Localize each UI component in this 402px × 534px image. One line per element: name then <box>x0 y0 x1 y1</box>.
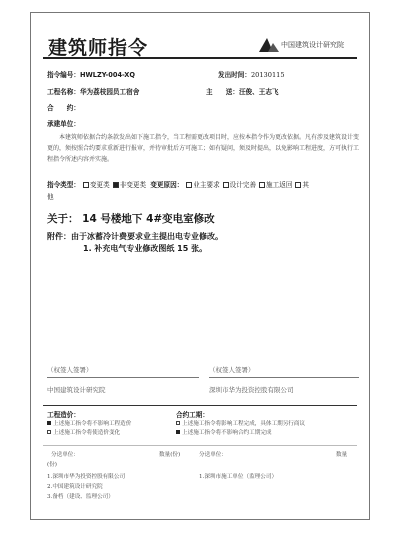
empty-box-icon <box>176 421 180 425</box>
project-name: 工程名称：华为荔枝园员工宿舍 <box>47 88 140 96</box>
checkbox-change <box>83 182 89 188</box>
schedule-item-2: 上述施工指令将不影响合约工期完成 <box>176 430 272 437</box>
recipient: 主 送：汪俊、王志飞 <box>206 88 279 96</box>
attachment-item: 1. 补充电气专业修改图纸 15 张。 <box>83 244 208 253</box>
checkbox-construction <box>259 182 265 188</box>
distribution-line-1: 1.深圳市华为投资控股有限公司 <box>47 474 126 480</box>
distribution-left-qty: 数量(份) <box>159 452 181 458</box>
left-signature-title: （权签人签署） <box>47 366 93 374</box>
distribution-line-3: 3.备档（建设、监理公司） <box>47 494 114 500</box>
right-signature-org: 深圳市华为投资控股有限公司 <box>209 386 294 394</box>
bullet-icon <box>176 430 180 434</box>
issue-date: 发出时间：20130115 <box>218 71 285 79</box>
distribution-right-label: 分送单位： <box>199 452 227 458</box>
attachment: 附件：由于冰蓄冷计费要求业主提出电专业修改。 <box>47 232 223 241</box>
instruction-type: 指令类型： 变更类 非变更类 变更原因： 业主要求 设计完善 施工返回 其 <box>47 181 310 189</box>
footer-divider <box>43 405 357 406</box>
header-divider <box>43 57 357 59</box>
distribution-left-label: 分送单位： <box>51 452 79 458</box>
checkbox-non-change <box>113 182 119 188</box>
instruction-type-tail: 他 <box>47 193 54 201</box>
instruction-body-text: 本建筑师依据合约条款发出如下施工指令，当工程需更改项目时，应按本指令作为更改依据。凡有涉及建筑设计变更的，须按照合约要求重新进行报审，并待审批后方可施工；如有疑问，须及时提出，以免影响工程进度，方可执行工程指令所述内容并实施。 <box>47 134 360 163</box>
cost-item-2: 上述施工指令将使造价变化 <box>47 430 120 437</box>
left-signature-line <box>47 377 199 378</box>
distribution-right-qty: 数量 <box>336 452 348 458</box>
subject: 关于： 14 号楼地下 4#变电室修改 <box>47 213 215 225</box>
instruction-document <box>30 12 370 520</box>
document-title: 建筑师指令 <box>48 37 149 59</box>
cost-label: 工程造价： <box>47 411 80 419</box>
distribution-right-line-1: 1.深圳市施工单位（监理公司） <box>199 474 278 480</box>
distribution-divider <box>43 445 357 446</box>
bullet-icon <box>47 421 51 425</box>
cost-item-1: 上述施工指令将不影响工程造价 <box>47 421 131 428</box>
checkbox-owner <box>186 182 192 188</box>
distribution-line-2: 2.中国建筑设计研究院 <box>47 484 103 490</box>
empty-box-icon <box>47 430 51 434</box>
checkbox-design <box>223 182 229 188</box>
checkbox-other <box>295 182 301 188</box>
instruction-code: 指令编号：HWLZY-004-XQ <box>47 71 135 79</box>
logo-triangle-icon <box>259 38 279 52</box>
distribution-copy-note: (份) <box>47 462 57 468</box>
left-signature-org: 中国建筑设计研究院 <box>47 386 106 394</box>
right-signature-title: （权签人签署） <box>209 366 255 374</box>
contract: 合 约： <box>47 104 80 112</box>
schedule-label: 合约工期： <box>176 411 209 419</box>
institute-logo <box>259 38 344 52</box>
schedule-item-1: 上述施工指令将影响工程完成，具体工期另行商议 <box>176 421 305 428</box>
contractor-label: 承建单位： <box>47 120 80 128</box>
logo-text: 中国建筑设计研究院 <box>281 41 344 49</box>
right-signature-line <box>209 377 359 378</box>
